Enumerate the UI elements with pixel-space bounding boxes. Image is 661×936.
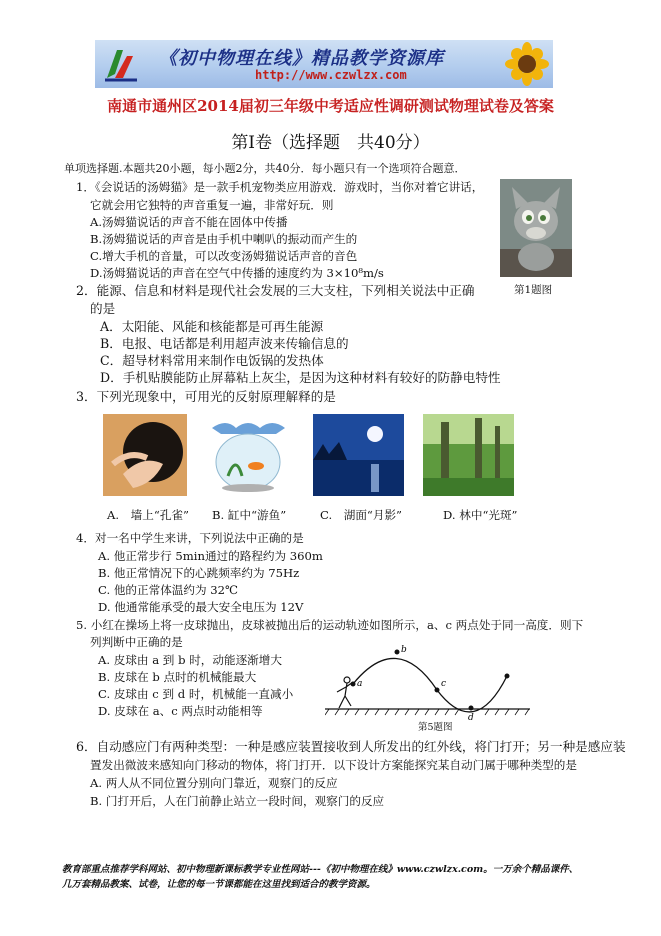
q6-option-a: A. 两人从不同位置分别向门靠近，观察门的反应 [90, 776, 338, 790]
q4-option-d: D. 他通常能承受的最大安全电压为 12V [98, 600, 304, 614]
q3-option-c: C. 湖面“月影” [320, 508, 402, 522]
q2-option-b: B．电报、电话都是利用超声波来传输信息的 [100, 336, 349, 351]
q6-stem-line2: 置发出微波来感知向门移动的物体，将门打开．以下设计方案能探究某自动门属于哪种类型的是 [90, 758, 577, 772]
q6-stem-line1: 6．自动感应门有两种类型：一种是感应装置接收到人所发出的红外线，将门打开；另一种是感应装 [76, 739, 626, 754]
lake-moon-photo [313, 414, 404, 496]
goldfish-bowl-photo [206, 414, 291, 496]
q5-option-d: D. 皮球在 a、c 两点时动能相等 [98, 704, 263, 718]
footer-line2: 几万套精品教案、试卷，让您的每一节课都能在这里找到适合的教学资源。 [62, 879, 376, 890]
q5-stem-line2: 列判断中正确的是 [90, 635, 183, 649]
q4-option-c: C. 他的正常体温约为 32℃ [98, 583, 238, 597]
q1-stem-line2: 它就会用它独特的声音重复一遍，非常好玩．则 [90, 198, 334, 212]
q1-option-c: C.增大手机的音量，可以改变汤姆猫说话声音的音色 [90, 249, 358, 263]
q5-stem-line1: 5. 小红在操场上将一皮球抛出，皮球被抛出后的运动轨迹如图所示，a、c 两点处于同一高度．则下 [76, 618, 584, 632]
q3-option-b: B. 缸中“游鱼” [212, 508, 287, 522]
q1-option-d: D.汤姆猫说话的声音在空气中传播的速度约为 3×10⁸m/s [90, 266, 384, 280]
q1-stem-line1: 1．《会说话的汤姆猫》是一款手机宠物类应用游戏．游戏时，当你对着它讲话， [76, 180, 484, 194]
q5-figure-caption: 第5题图 [418, 722, 453, 733]
exam-title: 南通市通州区2014届初三年级中考适应性调研测试物理试卷及答案 [107, 97, 554, 115]
point-b-label: b [401, 645, 407, 655]
point-a-label: a [357, 679, 363, 689]
q2-option-a: A．太阳能、风能和核能都是可再生能源 [100, 319, 324, 334]
q5-option-c: C. 皮球由 c 到 d 时，机械能一直减小 [98, 687, 294, 701]
site-url: http://www.czwlzx.com [255, 68, 407, 82]
tom-cat-figure [500, 179, 572, 277]
q5-option-a: A. 皮球由 a 到 b 时，动能逐渐增大 [98, 653, 282, 667]
q6-option-b: B. 门打开后，人在门前静止站立一段时间，观察门的反应 [90, 794, 385, 808]
page-footer [62, 862, 602, 892]
point-d-label: d [468, 713, 474, 720]
q1-option-a: A.汤姆猫说话的声音不能在固体中传播 [90, 215, 288, 229]
q1-option-b: B.汤姆猫说话的声音是由手机中喇叭的振动而产生的 [90, 232, 358, 246]
q2-option-c: C．超导材料常用来制作电饭锅的发热体 [100, 353, 324, 368]
site-banner [95, 40, 553, 88]
q4-option-b: B. 他正常情况下的心跳频率约为 75Hz [98, 566, 300, 580]
ball-trajectory-figure [325, 640, 535, 720]
sunflower-icon [505, 42, 549, 86]
shadow-peacock-photo [103, 414, 187, 496]
q2-option-d: D．手机贴膜能防止屏幕粘上灰尘，是因为这种材料有较好的防静电特性 [100, 370, 501, 385]
q3-stem: 3．下列光现象中，可用光的反射原理解释的是 [76, 389, 336, 404]
footer-line1: 教育部重点推荐学科网站、初中物理新课标教学专业性网站---《初中物理在线》www.czwlzx.com。一万余个精品课件、 [62, 864, 579, 875]
q3-option-d: D. 林中“光斑” [443, 508, 518, 522]
section-heading: 第Ⅰ卷（选择题 共40分） [231, 133, 430, 153]
q4-stem: 4．对一名中学生来讲，下列说法中正确的是 [76, 531, 304, 545]
q3-option-a: A. 墙上“孔雀” [107, 508, 189, 522]
q5-option-b: B. 皮球在 b 点时的机械能最大 [98, 670, 257, 684]
q2-stem-line2: 的是 [90, 301, 116, 316]
q2-stem-line1: 2．能源、信息和材料是现代社会发展的三大支柱，下列相关说法中正确 [76, 283, 475, 298]
site-logo-icon [101, 44, 141, 84]
q4-option-a: A. 他正常步行 5min通过的路程约为 360m [98, 549, 323, 563]
forest-light-photo [423, 414, 514, 496]
point-c-label: c [441, 679, 447, 689]
instructions: 单项选择题.本题共20小题，每小题2分，共40分．每小题只有一个选项符合题意． [64, 162, 466, 175]
q1-figure-caption: 第1题图 [514, 284, 553, 296]
site-name: 《初中物理在线》精品教学资源库 [159, 48, 444, 69]
